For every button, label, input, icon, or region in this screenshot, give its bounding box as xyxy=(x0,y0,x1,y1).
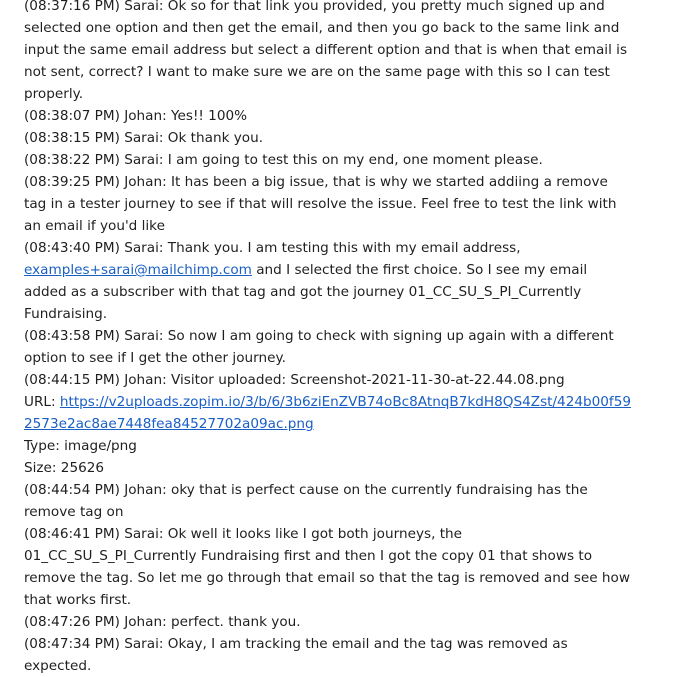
chat-message: (08:38:22 PM) Sarai: I am going to test this on my end, one moment please. xyxy=(24,152,543,168)
email-link[interactable]: examples+sarai@mailchimp.com xyxy=(24,262,252,278)
url-label: URL: xyxy=(24,394,60,410)
chat-message: (08:38:15 PM) Sarai: Ok thank you. xyxy=(24,130,264,146)
chat-message-with-email xyxy=(24,237,634,325)
message-text: and I selected the first choice. So I see my email added as a subscriber with that tag and got the journey 01_CC_SU_S_PI_Currently Fundraising. xyxy=(24,262,588,322)
chat-message: (08:43:58 PM) Sarai: So now I am going to check with signing up again with a different option to see if I get the other journey. xyxy=(24,328,614,366)
chat-message: (08:44:54 PM) Johan: oky that is perfect cause on the currently fundraising has the remove tag on xyxy=(24,482,588,520)
chat-message: (08:47:34 PM) Sarai: Okay, I am tracking the email and the tag was removed as expected. xyxy=(24,636,568,674)
chat-transcript xyxy=(24,0,634,677)
chat-message: (08:44:15 PM) Johan: Visitor uploaded: Screenshot-2021-11-30-at-22.44.08.png xyxy=(24,372,565,388)
upload-url-row xyxy=(24,391,634,435)
upload-url-link[interactable]: https://v2uploads.zopim.io/3/b/6/3b6ziEnZVB74oBc8AtnqB7kdH8QS4Zst/424b00f592573e2ac8ae7448fea84527702a09ac.png xyxy=(24,394,632,432)
chat-message: (08:46:41 PM) Sarai: Ok well it looks like I got both journeys, the 01_CC_SU_S_PI_Currently Fundraising first and then I got the copy 01 that shows to remove the tag. So let me go through that email so that the tag is removed and see how that works first. xyxy=(24,526,630,608)
chat-message: (08:37:16 PM) Sarai: Ok so for that link you provided, you pretty much signed up and selected one option and then get the email, and then you go back to the same link and input the same email address but select a different option and that is when that email is not sent, correct? I want to make sure we are on the same page with this so I can test properly. xyxy=(24,0,628,102)
upload-type: Type: image/png xyxy=(24,438,137,454)
message-text: (08:43:40 PM) Sarai: Thank you. I am testing this with my email address, xyxy=(24,240,521,256)
upload-size: Size: 25626 xyxy=(24,460,105,476)
chat-message: (08:47:26 PM) Johan: perfect. thank you. xyxy=(24,614,301,630)
chat-message: (08:38:07 PM) Johan: Yes!! 100% xyxy=(24,108,248,124)
chat-message: (08:39:25 PM) Johan: It has been a big issue, that is why we started addiing a remove tag in a tester journey to see if that will resolve the issue. Feel free to test the link with an email if you'd like xyxy=(24,174,617,234)
